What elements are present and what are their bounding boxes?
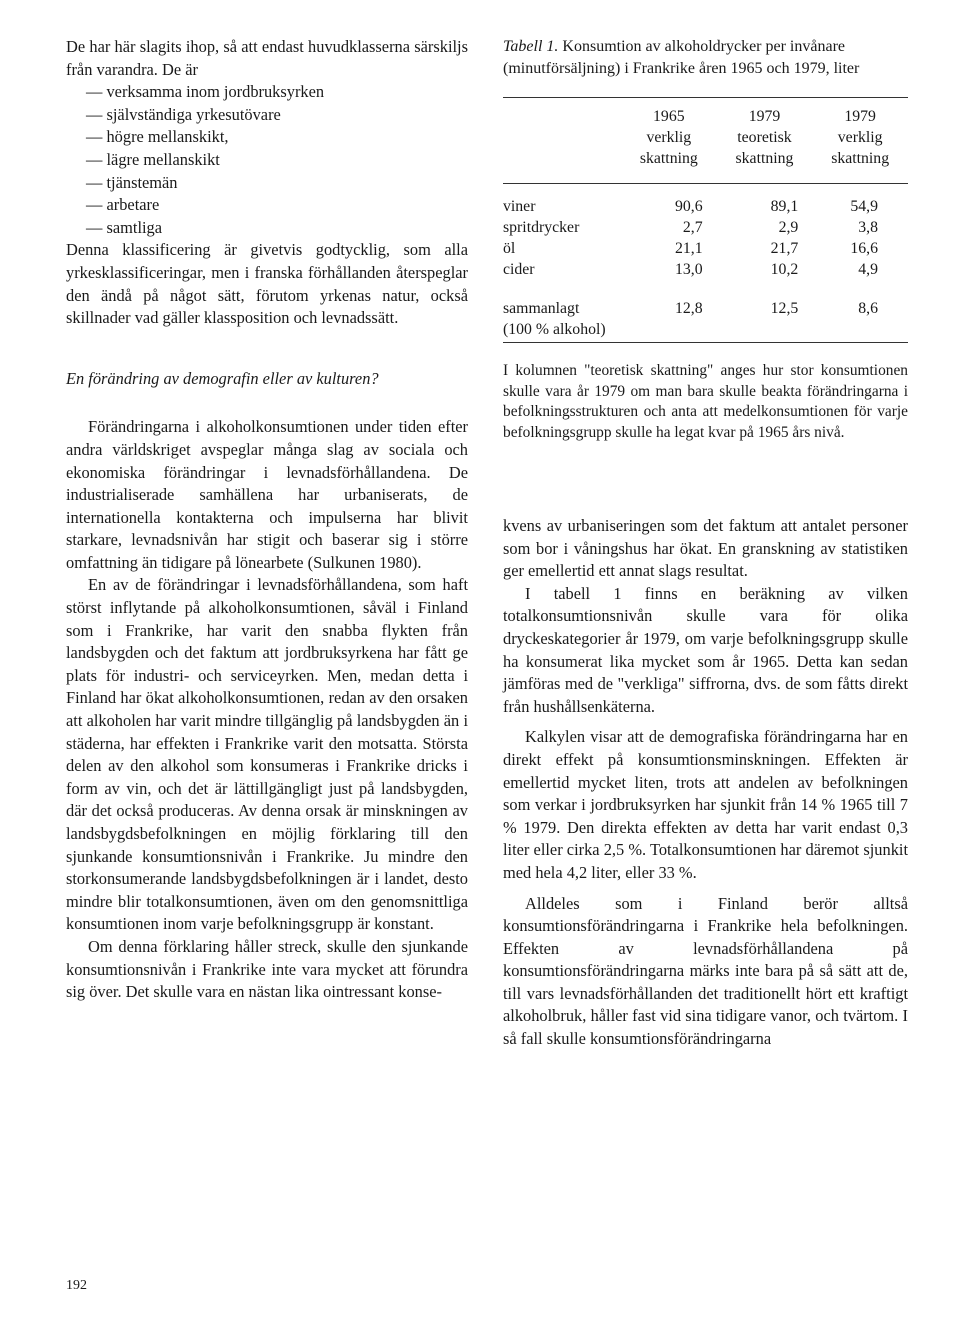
list-item: — verksamma inom jordbruksyrken [86,82,325,102]
table-row [503,259,908,280]
left-column [66,36,468,1004]
table-header-row [503,98,908,184]
body-paragraph: Alldeles som i Finland berör alltså konsumtionsförändringarna i Frankrike hela befolkningen. Effekten av levnadsförhållandena på konsumtionsförändringarna märks inte bara på så sätt att de, till vars levnadsförhållanden det traditionellt hört ett kraftigt alkoholbruk, håller fast vid sina tidigare vanor, och tvärtom. I så fall skulle konsumtionsförändringarna [503,893,908,1049]
table-cell: 8,6 [812,280,908,343]
table-cell: 12,8 [621,280,717,343]
table-cell: 16,6 [850,240,878,257]
table-cell: 2,7 [682,219,703,236]
table-caption [503,36,908,79]
class-list [66,81,468,239]
list-item: — arbetare [86,195,160,215]
list-item: — högre mellanskikt, [86,127,229,147]
row-label: öl [503,240,516,257]
table-header-empty [503,98,621,184]
right-column [503,36,908,1051]
body-paragraph: Om denna förklaring håller streck, skulle den sjunkande konsumtionsnivån i Frankrike inte vara mycket att förundra sig över. Det skulle vara en nästan lika ointressant konse- [66,936,468,1002]
row-label: spritdrycker [503,219,580,236]
body-paragraph: kvens av urbaniseringen som det faktum att antalet personer som bor i våningshus har ökat. En granskning av statistiken ger emellertid ett annat slags resultat. [503,516,908,581]
right-body [503,515,908,1051]
column-header: 1965 verklig skattning [621,98,717,184]
table-row [503,184,908,218]
row-label: viner [503,198,536,215]
list-item: — lägre mellanskikt [86,149,220,169]
table-cell: 13,0 [675,261,703,278]
list-item: — tjänstemän [86,172,178,192]
table-cell: 89,1 [770,198,799,215]
body-paragraph: Kalkylen visar att de demografiska förändringarna har en direkt effekt på konsumtionsminskningen. Effekten är emellertid mycket liten, trots att andelen av befolkningen som verkar i jordbruksyrken har sjunkit från 14 % 1965 till 7 % 1979. Den direkta effekten av detta har varit endast 0,3 liter eller cirka 2,5 %. Totalkonsumtionen har däremot sjunkit med hela 4,2 liter, eller 33 %. [503,727,908,882]
table-cell: 2,9 [778,219,799,236]
table-cell: 12,5 [717,280,813,343]
list-item: — självständiga yrkesutövare [86,104,281,124]
table-row [503,238,908,259]
list-item: — samtliga [86,217,163,237]
column-header: 1979 verklig skattning [812,98,908,184]
row-label: cider [503,261,535,278]
table-row [503,217,908,238]
table-cell: 3,8 [858,219,878,236]
table-cell: 4,9 [858,261,878,278]
table-cell: 10,2 [770,261,799,278]
row-label: sammanlagt (100 % alkohol) [503,280,621,343]
table-caption-text: Konsumtion av alkoholdrycker per invånare (minutförsäljning) i Frankrike åren 1965 och 1979, liter [503,38,860,77]
body-paragraph: Förändringarna i alkoholkonsumtionen under tiden efter andra världskriget avspeglar många slag av sociala och ekonomiska förändringar i levnadsförhållandena. De industrialiserade samhällena har urbaniserats, de internationella kontakterna och impulserna har blivit starkare, levnadsnivån har stigit och baserar sig i större omfattning än tidigare på lönearbete (Sulkunen 1980). [66,417,468,572]
intro-paragraph: De har här slagits ihop, så att endast huvudklasserna särskiljs från varandra. De är [66,37,468,79]
section-heading: En förändring av demografin eller av kulturen? [66,368,379,388]
table-cell: 21,1 [675,240,703,257]
table-cell: 21,7 [770,240,799,257]
consumption-table [503,97,908,343]
column-header: 1979 teoretisk skattning [717,98,813,184]
table-cell: 54,9 [850,198,878,215]
table-note: I kolumnen "teoretisk skattning" anges hur stor konsumtionen skulle vara år 1979 om man bara skulle beakta förändringarna i befolkningsstrukturen och anta att medelkonsumtionen för varje befolkningsgrupp skulle ha legat kvar på 1965 års nivå. [503,362,908,441]
table-label: Tabell 1. [503,38,559,55]
table-cell: 90,6 [675,198,703,215]
page-number: 192 [66,1278,87,1293]
classification-paragraph: Denna klassificering är givetvis godtycklig, som alla yrkesklassificeringar, men i franska förhållanden återspeglar den ändå på något sätt, förutom yrkenas natur, också skillnader vad gäller klassposition och levnadssätt. [66,240,468,328]
body-paragraph: En av de förändringar i levnadsförhållandena, som haft störst inflytande på alkoholkonsumtionen, såväl i Finland som i Frankrike, har varit den snabba flykten från landsbygden och det faktum att jordbruksyrkena har fått ge plats för industri- och serviceyrken. Men, medan detta i Finland har ökat alkoholkonsumtionen, redan av den orsaken att alkoholen har varit mindre tillgänglig på landsbygden än i städerna, har effekten i Frankrike varit den motsatta. Största delen av den alkohol som konsumeras i Frankrike dricks i form av vin, och det är lättillgängligt just på landsbygden, där det också produceras. Av denna orsak är minskningen av landsbygdsbefolkningen en möjlig förklaring till den sjunkande konsumtionsnivån i Frankrike. Ju mindre den storkonsumerande landsbygdsbefolkningen är i landet, desto mindre blir totalkonsumtionen, även om den genomsnittliga konsumtionen inom varje befolkningsgrupp är konstant. [66,575,468,934]
table-total-row [503,280,908,343]
body-paragraph: I tabell 1 finns en beräkning av vilken totalkonsumtionsnivån skulle vara för olika dryckeskategorier år 1979, om varje befolkningsgrupp skulle ha konsumerat lika mycket som år 1965. Detta kan sedan jämföras med de "verkliga" siffrorna, dvs. de som fåtts direkt från hushållsenkäterna. [503,583,908,716]
